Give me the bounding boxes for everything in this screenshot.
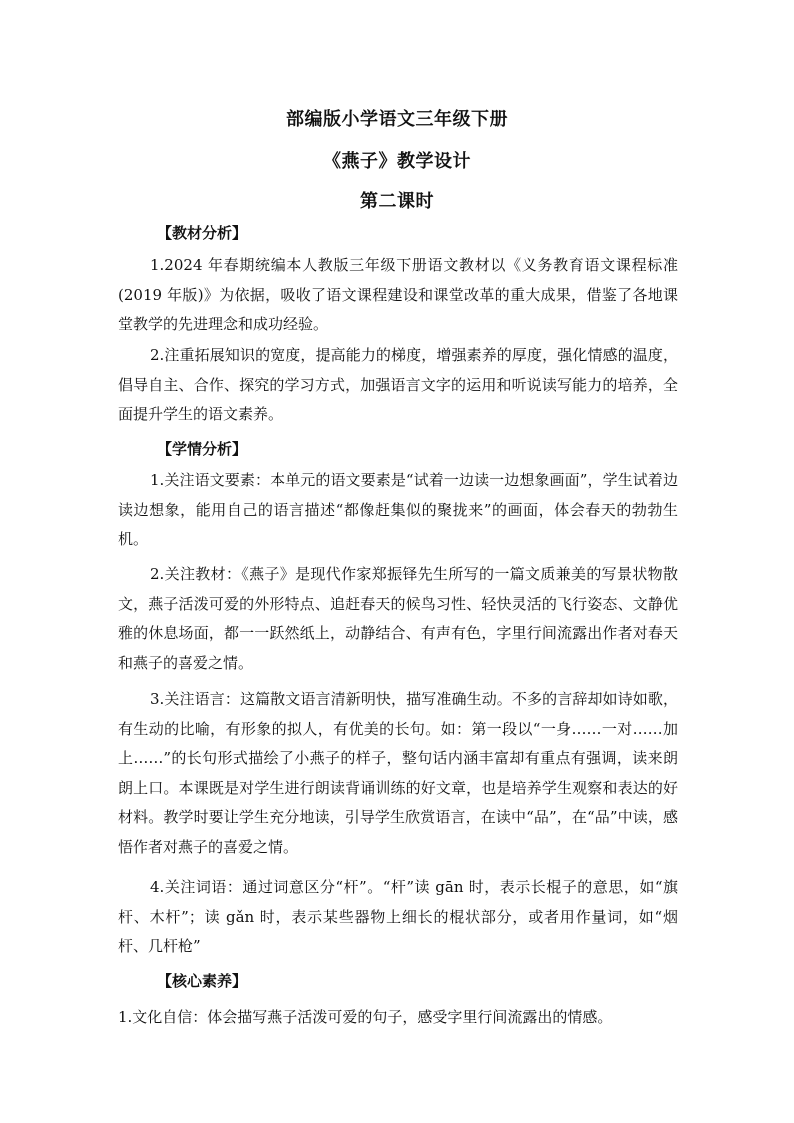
- heading-core-literacy: 【核心素养】: [157, 972, 248, 990]
- paragraph-students-3: 3.关注语言：这篇散文语言清新明快，描写准确生动。不多的言辞却如诗如歌，有生动的比喻，有形象的拟人，有优美的长句。如：第一段以“一身……一对……加上……”的长句形式描绘了小燕子的样子，整句话内涵丰富却有重点有强调，读来朗朗上口。本课既是对学生进行朗读背诵训练的好文章，也是培养学生观察和表达的好材料。教学时要让学生充分地读，引导学生欣赏语言，在读中“品”，在“品”中读，感悟作者对燕子的喜爱之情。: [118, 690, 678, 856]
- document-title: 《燕子》教学设计: [323, 151, 471, 172]
- lesson-period: 第二课时: [360, 191, 434, 212]
- document-subtitle: 部编版小学语文三年级下册: [286, 109, 508, 130]
- paragraph-core-1: 1.文化自信：体会描写燕子活泼可爱的句子，感受字里行间流露出的情感。: [118, 1008, 613, 1026]
- heading-student-analysis: 【学情分析】: [157, 440, 248, 458]
- paragraph-students-4: 4.关注词语：通过词意区分“杆”。“杆”读 gān 时，表示长棍子的意思，如“旗杆、木杆”；读 gǎn 时，表示某些器物上细长的棍状部分，或者用作量词，如“烟杆、几杆枪”: [118, 878, 678, 955]
- heading-textbook-analysis: 【教材分析】: [157, 224, 248, 242]
- paragraph-students-2: 2.关注教材：《燕子》是现代作家郑振铎先生所写的一篇文质兼美的写景状物散文，燕子活泼可爱的外形特点、追赶春天的候鸟习性、轻快灵活的飞行姿态、文静优雅的休息场面，都一一跃然纸上，动静结合、有声有色，字里行间流露出作者对春天和燕子的喜爱之情。: [118, 565, 678, 672]
- paragraph-textbook-2: 2.注重拓展知识的宽度，提高能力的梯度，增强素养的厚度，强化情感的温度，倡导自主、合作、探究的学习方式，加强语言文字的运用和听说读写能力的培养，全面提升学生的语文素养。: [118, 346, 678, 423]
- paragraph-textbook-1: 1.2024 年春期统编本人教版三年级下册语文教材以《义务教育语文课程标准(2019 年版)》为依据，吸收了语文课程建设和课堂改革的重大成果，借鉴了各地课堂教学的先进理念和成功经验。: [118, 256, 678, 333]
- paragraph-students-1: 1.关注语文要素：本单元的语文要素是“试着一边读一边想象画面”，学生试着边读边想象，能用自己的语言描述“都像赶集似的聚拢来”的画面，体会春天的勃勃生机。: [118, 471, 678, 548]
